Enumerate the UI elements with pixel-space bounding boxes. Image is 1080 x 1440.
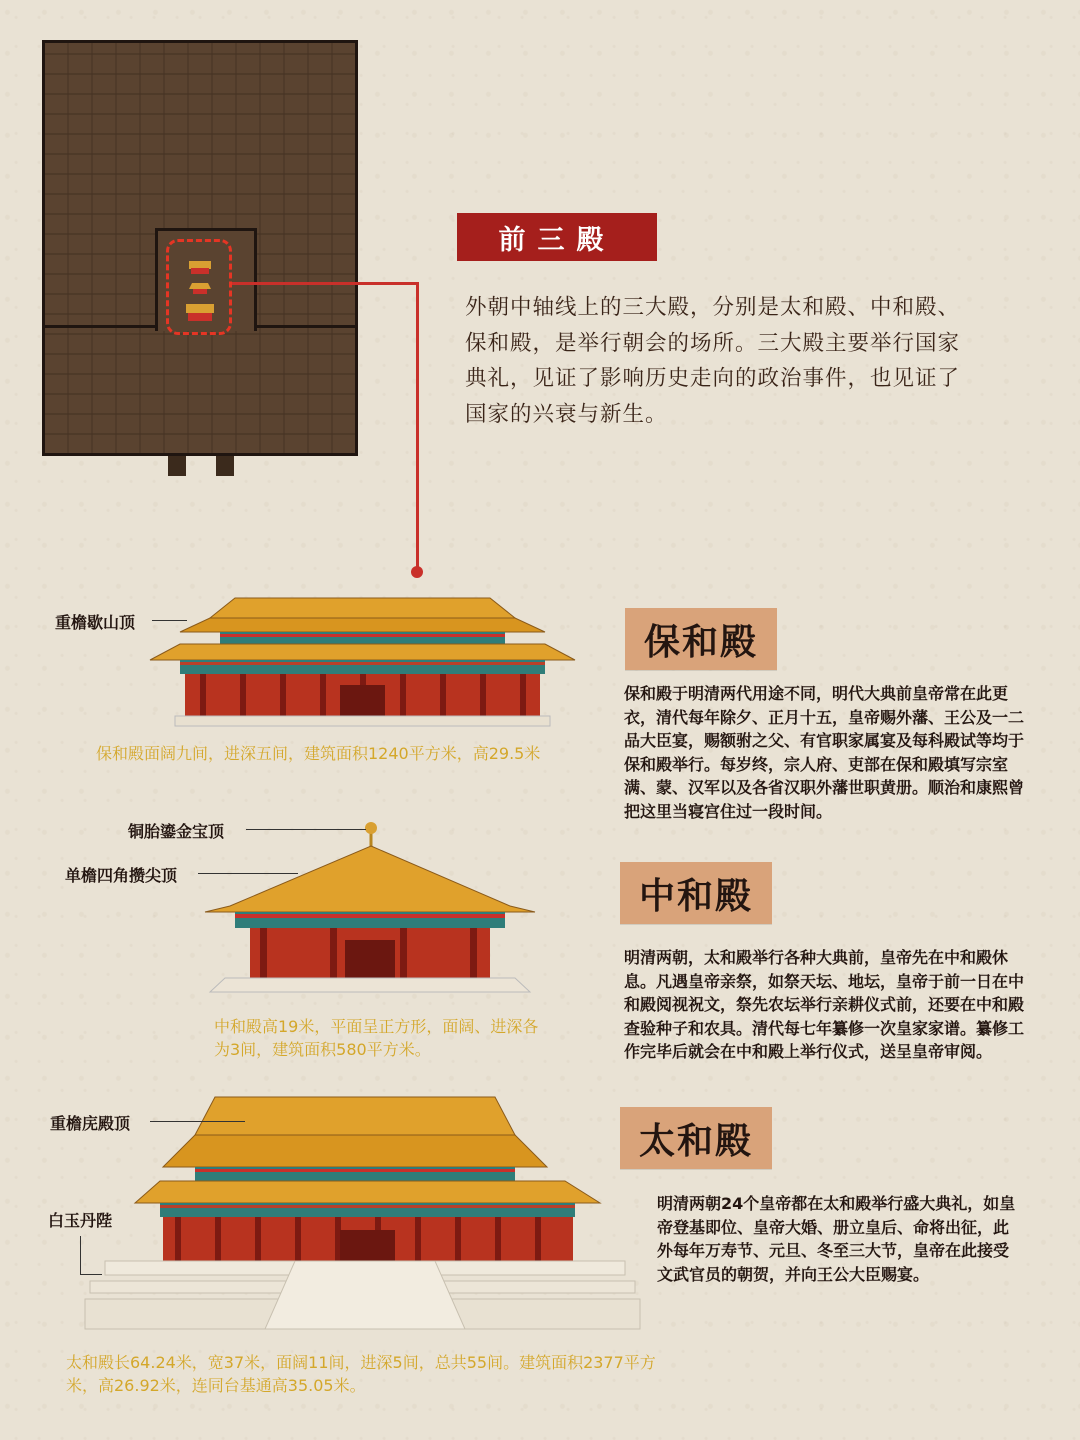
- label-zhonghe-roof: 单檐四角攒尖顶: [65, 866, 178, 885]
- baohe-stats: 保和殿面阔九间，进深五间，建筑面积1240平方米，高29.5米: [96, 744, 541, 763]
- section-intro: 外朝中轴线上的三大殿，分别是太和殿、中和殿、保和殿，是举行朝会的场所。三大殿主要举行国家典礼，见证了影响历史走向的政治事件，也见证了国家的兴衰与新生。: [465, 295, 961, 427]
- leader-line-taihe-roof: [150, 1121, 245, 1122]
- map-gate-right: [216, 456, 234, 476]
- taihe-description: 明清两朝24个皇帝都在太和殿举行盛大典礼，如皇帝登基即位、皇帝大婚、册立皇后、命将出征，此外每年万寿节、元旦、冬至三大节，皇帝在此接受文武官员的朝贺，并向王公大臣赐宴。: [657, 1194, 1016, 1284]
- zhonghe-hall-illustration: [205, 820, 535, 1000]
- hall-tag-zhonghe: 中和殿: [620, 862, 772, 924]
- taihe-stats: 太和殿长64.24米，宽37米，面阔11间，进深5间，总共55间。建筑面积2377平方米，高26.92米，连同台基通高35.05米。: [66, 1353, 656, 1395]
- leader-line-taihe-terrace-v: [80, 1236, 81, 1274]
- label-zhonghe-finial: 铜胎鎏金宝顶: [128, 822, 225, 841]
- baohe-hall-illustration: [150, 590, 575, 730]
- map-hall-icons: [45, 43, 361, 459]
- connector-line-vertical: [416, 282, 419, 572]
- connector-line-horizontal: [232, 282, 418, 285]
- connector-dot: [411, 566, 423, 578]
- leader-line-baohe-roof: [152, 620, 187, 621]
- hall-tag-taihe: 太和殿: [620, 1107, 772, 1169]
- taihe-hall-illustration: [85, 1085, 640, 1335]
- section-title: 前三殿: [457, 213, 657, 261]
- leader-line-taihe-terrace-h: [80, 1274, 102, 1275]
- leader-line-zhonghe-roof: [198, 873, 298, 874]
- label-taihe-roof: 重檐庑殿顶: [50, 1114, 131, 1133]
- label-taihe-terrace: 白玉丹陛: [48, 1211, 113, 1230]
- leader-line-zhonghe-finial: [246, 829, 366, 830]
- label-baohe-roof: 重檐歇山顶: [55, 613, 136, 632]
- zhonghe-description: 明清两朝，太和殿举行各种大典前，皇帝先在中和殿休息。凡遇皇帝亲祭，如祭天坛、地坛，皇帝于前一日在中和殿阅视祝文，祭先农坛举行亲耕仪式前，还要在中和殿查验种子和农具。清代每七年纂修一次皇家家谱。纂修工作完毕后就会在中和殿上举行仪式，送呈皇帝审阅。: [624, 948, 1025, 1061]
- hall-tag-baohe: 保和殿: [625, 608, 777, 670]
- zhonghe-stats: 中和殿高19米，平面呈正方形，面阔、进深各为3间，建筑面积580平方米。: [214, 1017, 539, 1059]
- baohe-description: 保和殿于明清两代用途不同，明代大典前皇帝常在此更衣，清代每年除夕、正月十五，皇帝赐外藩、王公及一二品大臣宴，赐额驸之父、有官职家属宴及每科殿试等均于保和殿举行。每岁终，宗人府、吏部在保和殿填写宗室满、蒙、汉军以及各省汉职外藩世职黄册。顺治和康熙曾把这里当寝宫住过一段时间。: [624, 684, 1025, 821]
- forbidden-city-map: [42, 40, 358, 456]
- map-gate-left: [168, 456, 186, 476]
